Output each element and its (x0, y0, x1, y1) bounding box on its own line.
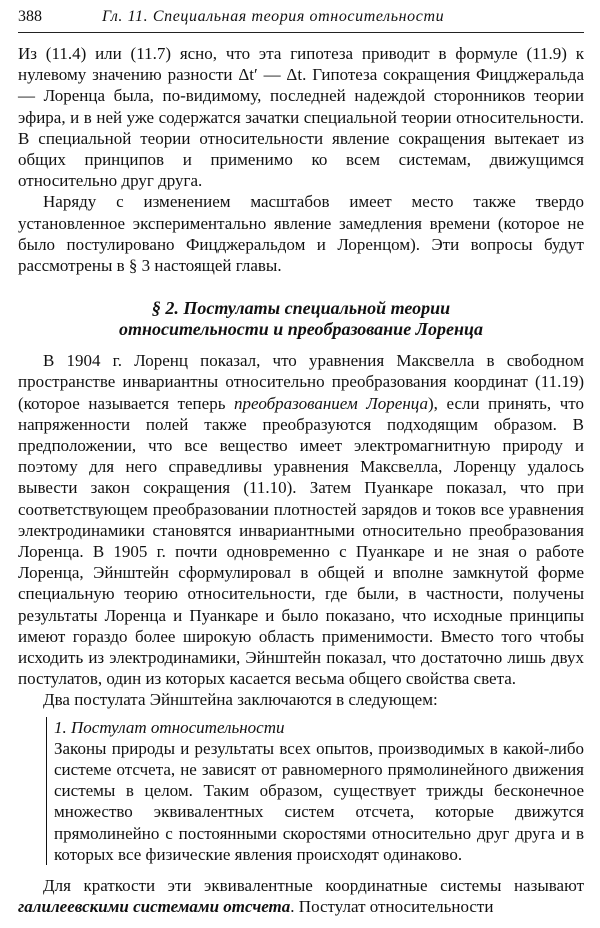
paragraph-galilean-systems (18, 875, 584, 917)
section-title-line-2: относительности и преобразование Лоренца (118, 319, 484, 340)
paragraph-two-postulates: Два постулата Эйнштейна заключаются в следующем: (43, 690, 438, 710)
running-head: Гл. 11. Специальная теория относительности (102, 8, 445, 25)
book-page (18, 8, 584, 917)
paragraph-lorentz-history (18, 350, 584, 689)
postulate-box (46, 717, 584, 865)
term-galilean-frames: галилеевскими системами отсчета (18, 897, 291, 917)
postulate-text: Законы природы и результаты всех опытов, производимых в какой-либо системе отсчета, не зависят от равномерного прямолинейного движения системы в целом. Таким образом, существует трижды бесконечное множество эквивалентных систем отсчета, которые движутся прямолинейно с постоянными скоростями относительно друг друга и в которых все физические явления происходят одинаково. (54, 738, 584, 864)
section-title (18, 298, 584, 340)
section-title-line-1: § 2. Постулаты специальной теории (151, 298, 451, 319)
term-lorentz-transformation: преобразованием Лоренца (234, 393, 428, 413)
page-header (18, 8, 584, 30)
paragraph-galilean-part-1: Для краткости эти эквивалентные координатные системы называют (43, 875, 584, 895)
paragraph-time-dilation: Наряду с изменением масштабов имеет место также твердо установленное экспериментально явление замедления времени (которое не было постулировано Фицджеральдом и Лоренцом). Эти вопросы будут рассмотрены в § 3 настоящей главы. (18, 192, 584, 276)
postulate-title: 1. Постулат относительности (54, 717, 285, 737)
paragraph-galilean-part-2: . Постулат относительности (290, 897, 494, 917)
header-rule (18, 32, 584, 33)
paragraph-lorentz-part-2: ), если принять, что напряженности полей также преобразуются подходящим образом. В предположении, что все вещество имеет электромагнитную природу и поэтому для него справедливы уравнения Максвелла, Лоренцу удалось вывести закон сокращения (11.10). Затем Пуанкаре показал, что при соответствующем преобразовании плотностей зарядов и токов все уравнения электродинамики становятся инвариантными относительно преобразования Лоренца. В 1905 г. почти одновременно с Пуанкаре и не зная о работе Лоренца, Эйнштейн сформулировал в общей и вполне замкнутой форме специальную теорию относительности, где были, в частности, получены результаты Лоренца и Пуанкаре и было показано, что исходные принципы имеют гораздо более широкую область применимости. Вместо того чтобы исходить из электродинамики, Эйнштейн показал, что достаточно лишь двух постулатов, один из которых касается весьма общего свойства света. (18, 393, 584, 689)
paragraph-lorentz-part-1: В 1904 г. Лоренц показал, что уравнения Максвелла в свободном пространстве инвариантны относительно преобразования координат (11.19) (которое называется теперь (18, 351, 584, 413)
page-number: 388 (18, 8, 42, 25)
paragraph-hypothesis: Из (11.4) или (11.7) ясно, что эта гипотеза приводит в формуле (11.9) к нулевому значению разности Δt′ — Δt. Гипотеза сокращения Фицджеральда — Лоренца была, по-видимому, последней надеждой сторонников теории эфира, и в ней уже содержатся зачатки специальной теории относительности. В специальной теории относительности явление сокращения вытекает из общих принципов и применимо ко всем системам, движущимся относительно друг друга. (18, 44, 584, 191)
